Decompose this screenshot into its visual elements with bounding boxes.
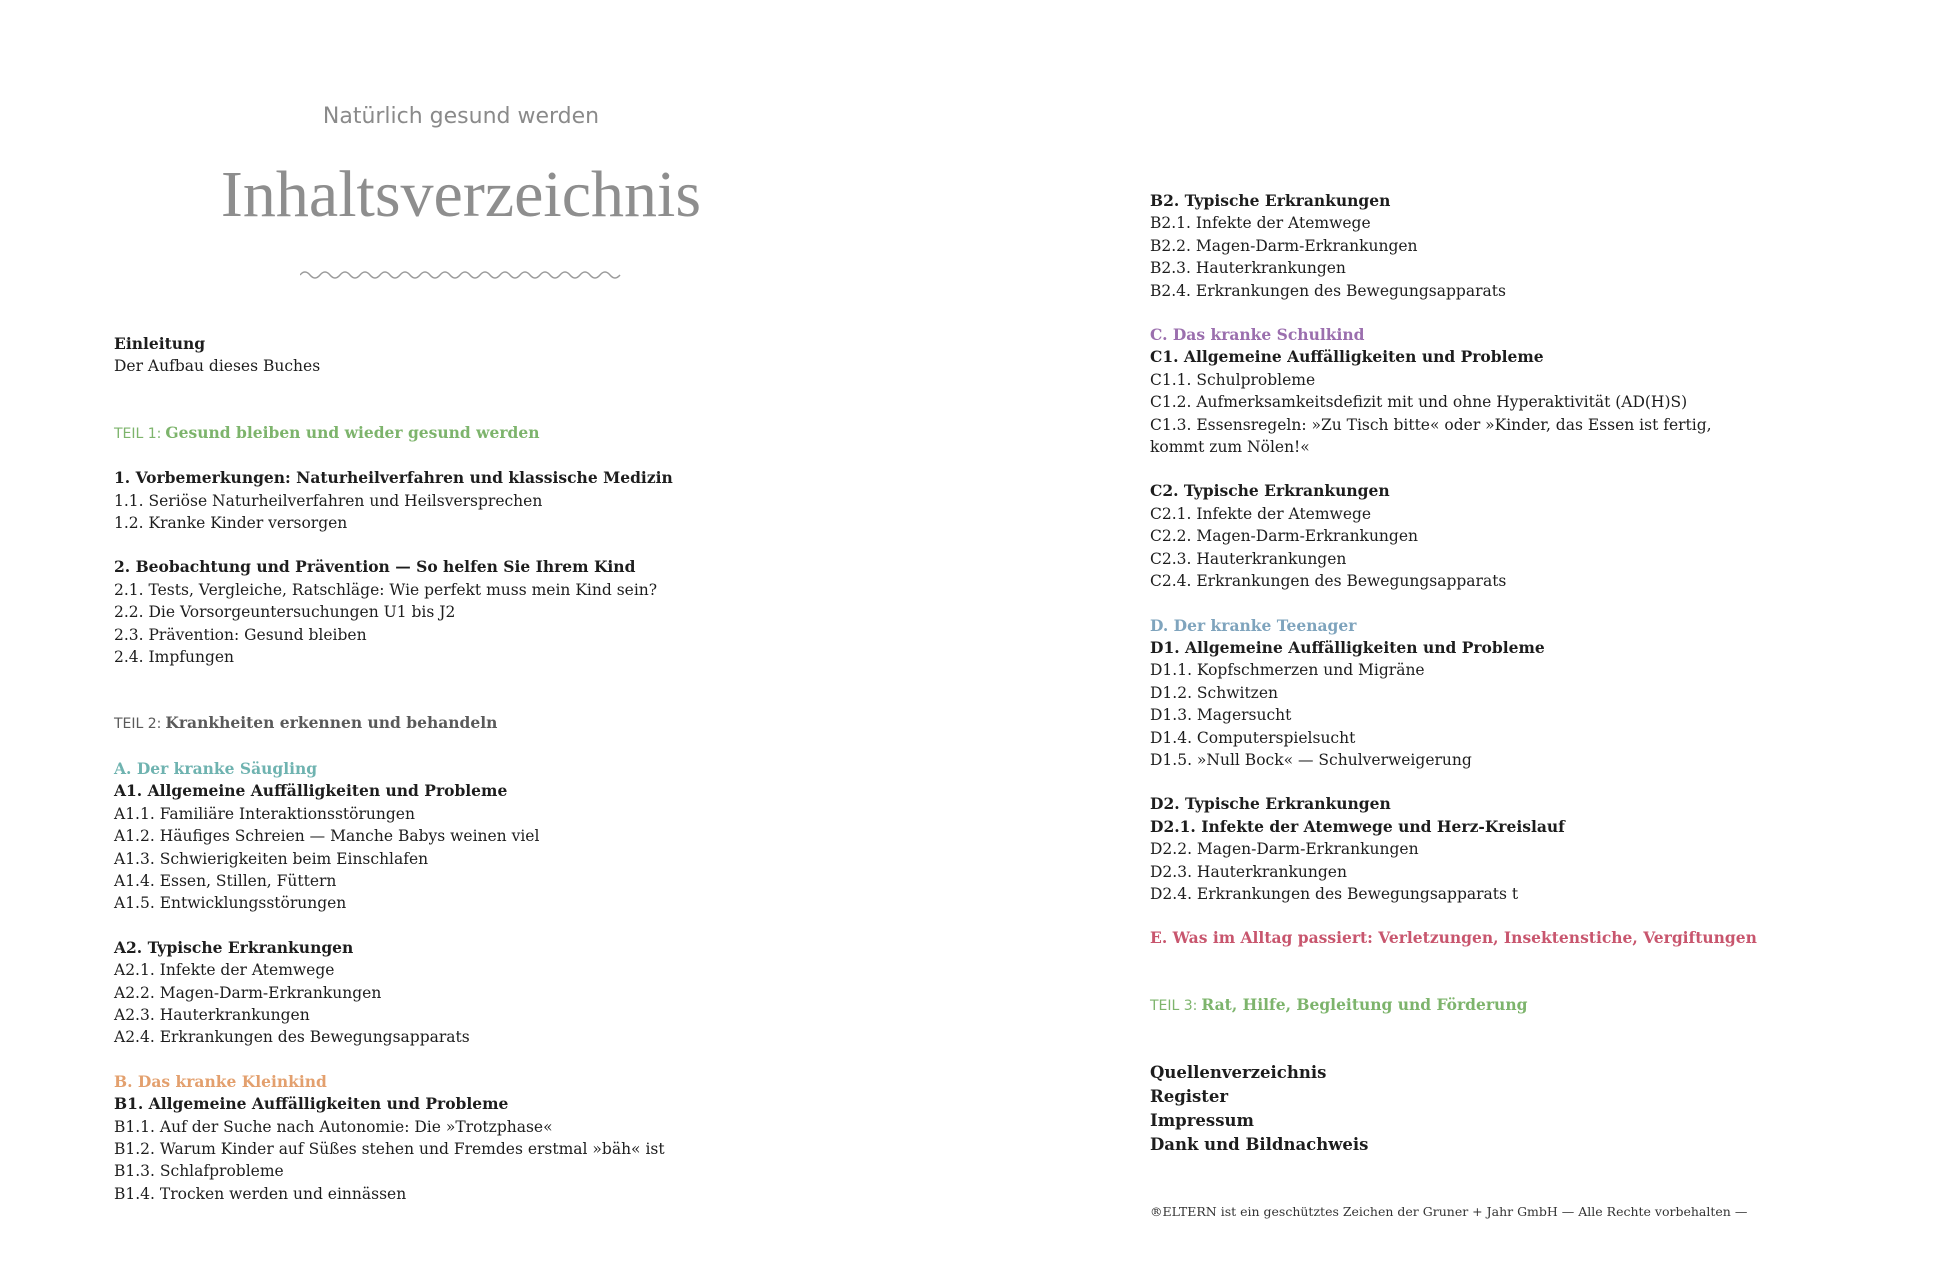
section-a-title[interactable]: A. Der kranke Säugling bbox=[114, 758, 318, 778]
section-heading[interactable]: B2. Typische Erkrankungen bbox=[1150, 191, 1391, 210]
section-d-title[interactable]: D. Der kranke Teenager bbox=[1150, 615, 1357, 635]
toc-entry[interactable]: A2.4. Erkrankungen des Bewegungsapparats bbox=[114, 1028, 470, 1047]
toc-entry[interactable]: D2.2. Magen-Darm-Erkrankungen bbox=[1150, 840, 1419, 859]
toc-entry[interactable]: 1.1. Seriöse Naturheilverfahren und Heilsversprechen bbox=[114, 491, 543, 510]
toc-entry[interactable]: A2.3. Hauterkrankungen bbox=[114, 1005, 310, 1024]
toc-entry[interactable]: B1.3. Schlafprobleme bbox=[114, 1162, 284, 1181]
teil2-heading[interactable] bbox=[114, 712, 874, 735]
toc-entry[interactable]: B2.3. Hauterkrankungen bbox=[1150, 259, 1346, 278]
toc-entry[interactable]: D1.2. Schwitzen bbox=[1150, 683, 1278, 702]
toc-left-column bbox=[114, 333, 874, 1205]
toc-entry[interactable]: 2.2. Die Vorsorgeuntersuchungen U1 bis J2 bbox=[114, 603, 456, 622]
toc-entry[interactable]: C1.3. Essensregeln: »Zu Tisch bitte« oder »Kinder, das Essen ist fertig, bbox=[1150, 415, 1712, 434]
toc-entry[interactable]: D2.3. Hauterkrankungen bbox=[1150, 862, 1347, 881]
toc-entry[interactable]: B2.2. Magen-Darm-Erkrankungen bbox=[1150, 236, 1418, 255]
toc-entry[interactable]: D2.1. Infekte der Atemwege und Herz-Kreislauf bbox=[1150, 816, 1565, 836]
toc-entry[interactable]: A1.3. Schwierigkeiten beim Einschlafen bbox=[114, 849, 429, 868]
toc-entry[interactable]: B1.1. Auf der Suche nach Autonomie: Die »Trotzphase« bbox=[114, 1117, 553, 1136]
section-heading[interactable]: C1. Allgemeine Auffälligkeiten und Probleme bbox=[1150, 347, 1544, 367]
section-e-title[interactable]: E. Was im Alltag passiert: Verletzungen, Insektenstiche, Vergiftungen bbox=[1150, 928, 1757, 948]
toc-entry[interactable]: B2.4. Erkrankungen des Bewegungsapparats bbox=[1150, 281, 1506, 300]
teil2-title: Krankheiten erkennen und behandeln bbox=[165, 713, 498, 733]
section-heading[interactable]: 2. Beobachtung und Prävention — So helfen Sie Ihrem Kind bbox=[114, 557, 636, 577]
toc-entry[interactable]: C2.1. Infekte der Atemwege bbox=[1150, 504, 1372, 523]
teil1-label: TEIL 1: bbox=[114, 425, 162, 442]
section-heading[interactable]: D1. Allgemeine Auffälligkeiten und Probleme bbox=[1150, 637, 1545, 657]
section-heading[interactable]: A1. Allgemeine Auffälligkeiten und Probleme bbox=[114, 781, 508, 801]
teil2-label: TEIL 2: bbox=[114, 716, 162, 733]
section-c-title[interactable]: C. Das kranke Schulkind bbox=[1150, 325, 1365, 345]
toc-entry[interactable]: D1.1. Kopfschmerzen und Migräne bbox=[1150, 661, 1425, 680]
end-entry[interactable]: Dank und Bildnachweis bbox=[1150, 1135, 1369, 1155]
toc-entry[interactable]: D2.4. Erkrankungen des Bewegungsapparats t bbox=[1150, 884, 1519, 903]
section-heading[interactable]: 1. Vorbemerkungen: Naturheilverfahren und klassische Medizin bbox=[114, 468, 673, 488]
toc-entry[interactable]: kommt zum Nölen!« bbox=[1150, 438, 1310, 457]
section-heading[interactable]: B1. Allgemeine Auffälligkeiten und Probleme bbox=[114, 1094, 509, 1114]
copyright-footnote: ®ELTERN ist ein geschütztes Zeichen der Gruner + Jahr GmbH — Alle Rechte vorbehalten — bbox=[1150, 1204, 1748, 1220]
toc-entry[interactable]: B2.1. Infekte der Atemwege bbox=[1150, 214, 1371, 233]
end-entry[interactable]: Quellenverzeichnis bbox=[1150, 1063, 1327, 1083]
end-entry[interactable]: Register bbox=[1150, 1087, 1229, 1107]
toc-entry[interactable]: A2.1. Infekte der Atemwege bbox=[114, 961, 335, 980]
section-heading[interactable]: C2. Typische Erkrankungen bbox=[1150, 481, 1390, 501]
toc-entry[interactable]: A1.2. Häufiges Schreien — Manche Babys weinen viel bbox=[114, 827, 540, 846]
toc-entry[interactable]: Der Aufbau dieses Buches bbox=[114, 357, 321, 376]
toc-entry[interactable]: A1.4. Essen, Stillen, Füttern bbox=[114, 871, 337, 890]
end-entry[interactable]: Impressum bbox=[1150, 1111, 1254, 1131]
toc-entry[interactable]: C2.2. Magen-Darm-Erkrankungen bbox=[1150, 527, 1418, 546]
toc-entry[interactable]: D1.3. Magersucht bbox=[1150, 706, 1292, 725]
toc-entry[interactable]: 2.1. Tests, Vergleiche, Ratschläge: Wie perfekt muss mein Kind sein? bbox=[114, 580, 658, 599]
toc-entry[interactable]: D1.5. »Null Bock« — Schulverweigerung bbox=[1150, 750, 1472, 769]
toc-entry[interactable]: 2.3. Prävention: Gesund bleiben bbox=[114, 625, 367, 644]
toc-entry[interactable]: C2.4. Erkrankungen des Bewegungsapparats bbox=[1150, 572, 1507, 591]
toc-entry[interactable]: B1.2. Warum Kinder auf Süßes stehen und Fremdes erstmal »bäh« ist bbox=[114, 1139, 665, 1158]
toc-entry[interactable]: 1.2. Kranke Kinder versorgen bbox=[114, 514, 348, 533]
wave-divider-icon bbox=[300, 268, 622, 282]
toc-entry[interactable]: C1.1. Schulprobleme bbox=[1150, 370, 1316, 389]
teil1-title: Gesund bleiben und wieder gesund werden bbox=[165, 422, 540, 442]
toc-right-column bbox=[1150, 190, 1910, 1224]
teil1-heading[interactable] bbox=[114, 422, 874, 445]
intro-heading[interactable]: Einleitung bbox=[114, 334, 206, 353]
section-b-title[interactable]: B. Das kranke Kleinkind bbox=[114, 1071, 327, 1091]
toc-entry[interactable]: B1.4. Trocken werden und einnässen bbox=[114, 1184, 407, 1203]
teil3-label: TEIL 3: bbox=[1150, 997, 1198, 1014]
teil3-heading[interactable] bbox=[1150, 994, 1910, 1017]
toc-entry[interactable]: A1.1. Familiäre Interaktionsstörungen bbox=[114, 804, 415, 823]
teil3-title: Rat, Hilfe, Begleitung und Förderung bbox=[1201, 994, 1528, 1014]
section-heading[interactable]: A2. Typische Erkrankungen bbox=[114, 937, 354, 957]
toc-entry[interactable]: D1.4. Computerspielsucht bbox=[1150, 728, 1356, 747]
toc-entry[interactable]: A1.5. Entwicklungsstörungen bbox=[114, 894, 347, 913]
page-title: Inhaltsverzeichnis bbox=[220, 158, 702, 231]
section-heading[interactable]: D2. Typische Erkrankungen bbox=[1150, 794, 1391, 814]
toc-entry[interactable]: A2.2. Magen-Darm-Erkrankungen bbox=[114, 983, 382, 1002]
toc-entry[interactable]: C2.3. Hauterkrankungen bbox=[1150, 549, 1347, 568]
toc-entry[interactable]: 2.4. Impfungen bbox=[114, 648, 235, 667]
book-subtitle: Natürlich gesund werden bbox=[322, 104, 600, 129]
toc-entry[interactable]: C1.2. Aufmerksamkeitsdefizit mit und ohne Hyperaktivität (AD(H)S) bbox=[1150, 393, 1688, 412]
